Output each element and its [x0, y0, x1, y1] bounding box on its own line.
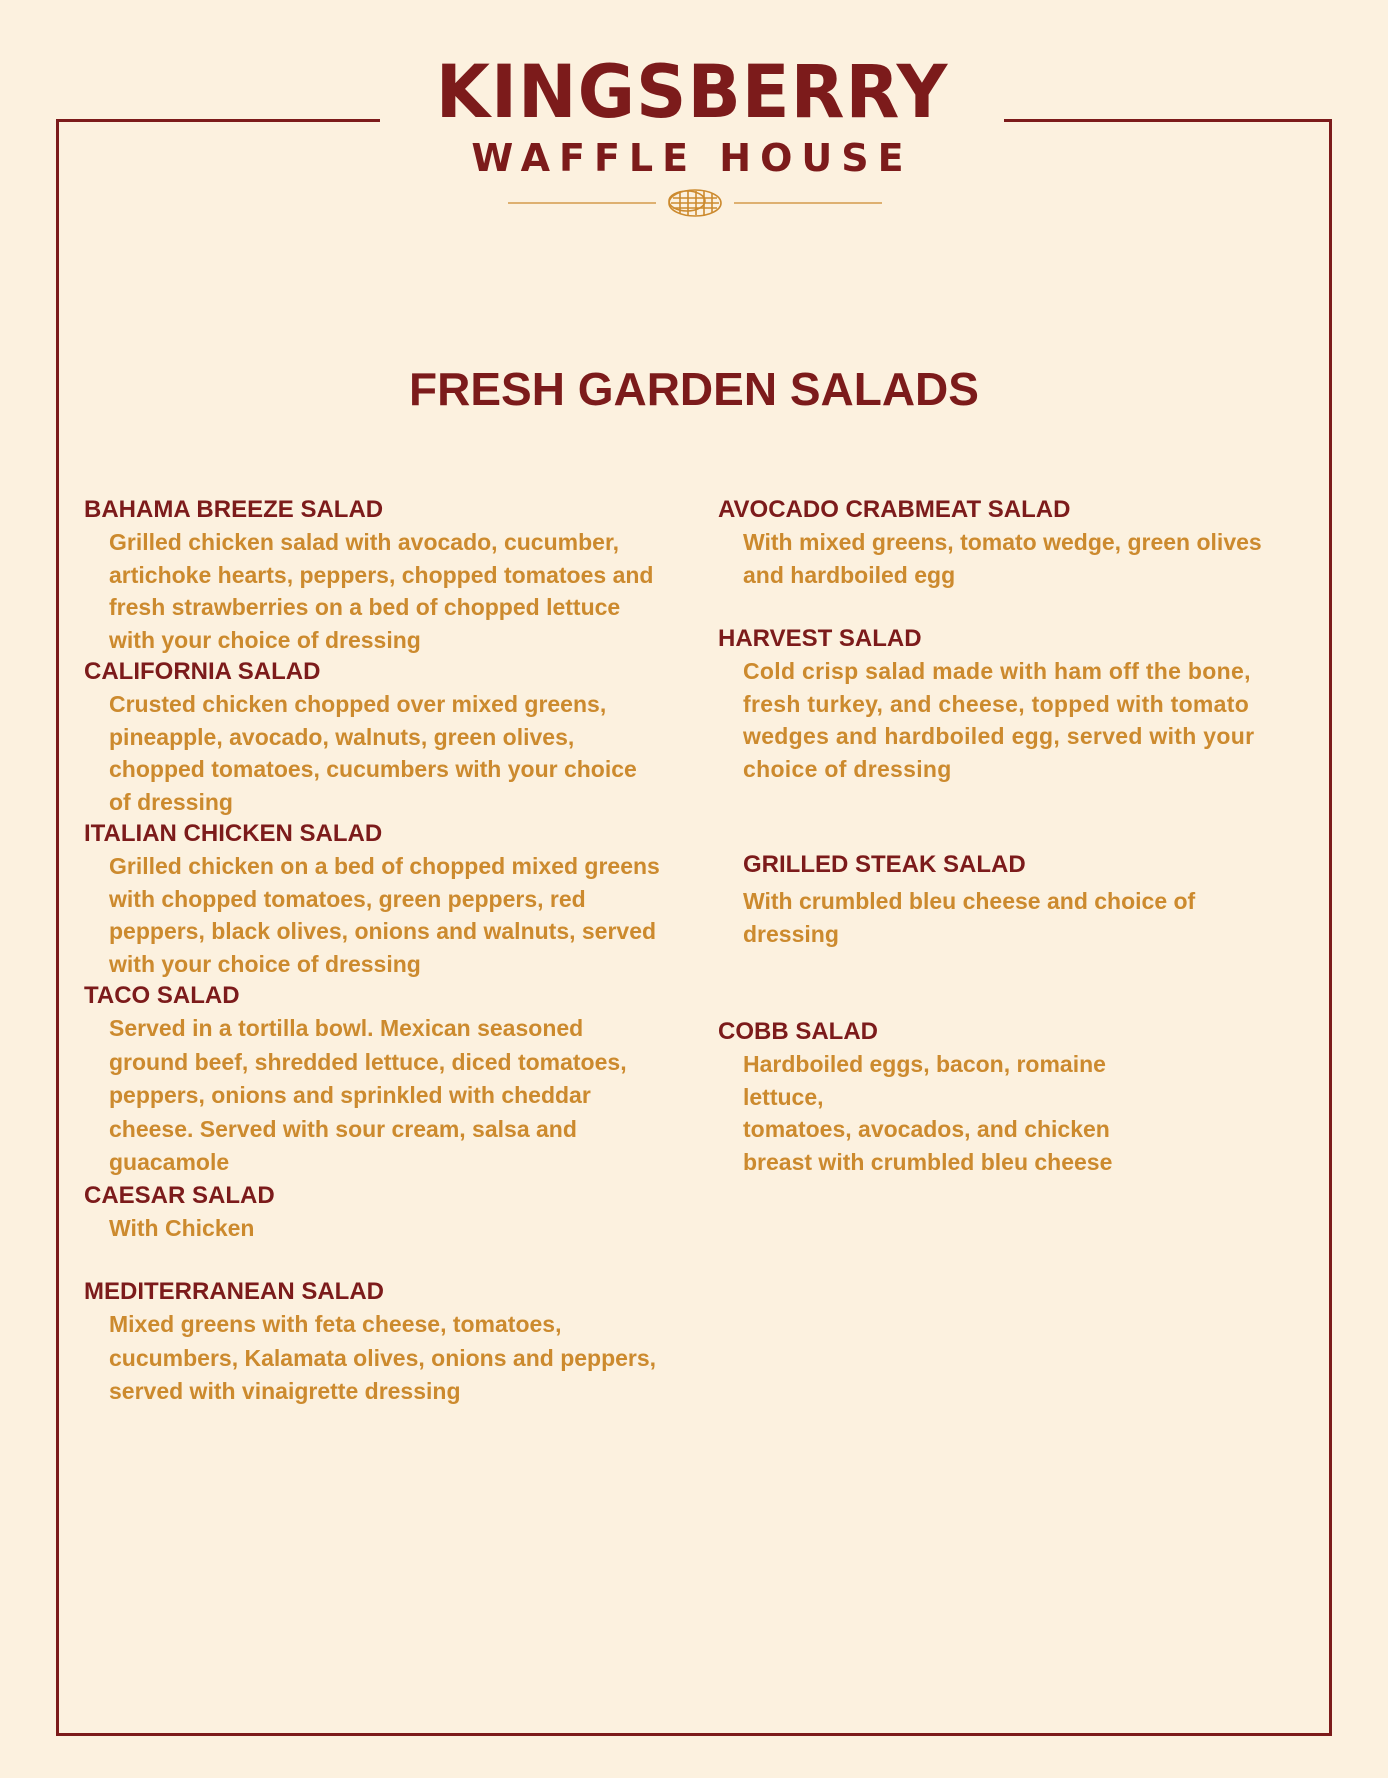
menu-item-name: CALIFORNIA SALAD — [84, 658, 321, 685]
menu-item-name: COBB SALAD — [718, 1018, 878, 1045]
menu-item-name: BAHAMA BREEZE SALAD — [84, 496, 384, 523]
section-title: FRESH GARDEN SALADS — [409, 363, 979, 415]
menu-item-name: CAESAR SALAD — [84, 1181, 275, 1209]
menu-item-description: Crusted chicken chopped over mixed greens, pineapple, avocado, walnuts, green olives, chopped tomatoes, cucumbers with your choice of dressing — [109, 691, 637, 815]
menu-item-name: MEDITERRANEAN SALAD — [84, 1278, 384, 1305]
menu-item-name: TACO SALAD — [84, 982, 240, 1009]
menu-item — [84, 494, 664, 656]
menu-item-description: With crumbled bleu cheese and choice of dressing — [743, 888, 1196, 947]
menu-item — [718, 623, 1278, 785]
brand-subtitle: WAFFLE HOUSE — [471, 136, 913, 180]
menu-item — [718, 494, 1278, 591]
menu-item-description: Grilled chicken on a bed of chopped mixed greens with chopped tomatoes, green peppers, red peppers, black olives, onions and walnuts, served with your choice of dressing — [109, 853, 660, 977]
menu-item-name: GRILLED STEAK SALAD — [743, 851, 1026, 878]
menu-item — [84, 1276, 664, 1409]
menu-item-description: Grilled chicken salad with avocado, cucumber, artichoke hearts, peppers, chopped tomatoes and fresh strawberries on a bed of chopped lettuce with your choice of dressing — [109, 529, 654, 653]
menu-item-description: Cold crisp salad made with ham off the bone, fresh turkey, and cheese, topped with tomato wedges and hardboiled egg, served with your choice of dressing — [743, 658, 1255, 782]
menu-item-name: AVOCADO CRABMEAT SALAD — [718, 496, 1071, 523]
brand-logo — [380, 48, 1004, 182]
menu-item — [718, 849, 1278, 950]
right-column — [718, 494, 1278, 1178]
menu-item-description: Hardboiled eggs, bacon, romaine lettuce, tomatoes, avocados, and chicken breast with crumbled bleu cheese — [743, 1051, 1113, 1175]
menu-item — [84, 1180, 664, 1245]
menu-item-description: Served in a tortilla bowl. Mexican seasoned ground beef, shredded lettuce, diced tomatoes, peppers, onions and sprinkled with cheddar cheese. Served with sour cream, salsa and guacamole — [109, 1015, 627, 1175]
menu-item — [84, 818, 664, 980]
menu-item — [84, 656, 664, 818]
brand-name: KINGSBERRY — [435, 48, 949, 136]
menu-item-name: ITALIAN CHICKEN SALAD — [84, 820, 383, 847]
menu-item-description: Mixed greens with feta cheese, tomatoes, cucumbers, Kalamata olives, onions and peppers, served with vinaigrette dressing — [109, 1311, 657, 1404]
left-column — [84, 494, 664, 1409]
menu-item-name: HARVEST SALAD — [718, 625, 922, 652]
menu-item — [718, 1016, 1278, 1178]
menu-item — [84, 980, 664, 1180]
waffle-ornament-icon — [508, 186, 882, 220]
menu-item-description: With mixed greens, tomato wedge, green olives and hardboiled egg — [743, 529, 1262, 588]
menu-item-description: With Chicken — [109, 1214, 255, 1241]
